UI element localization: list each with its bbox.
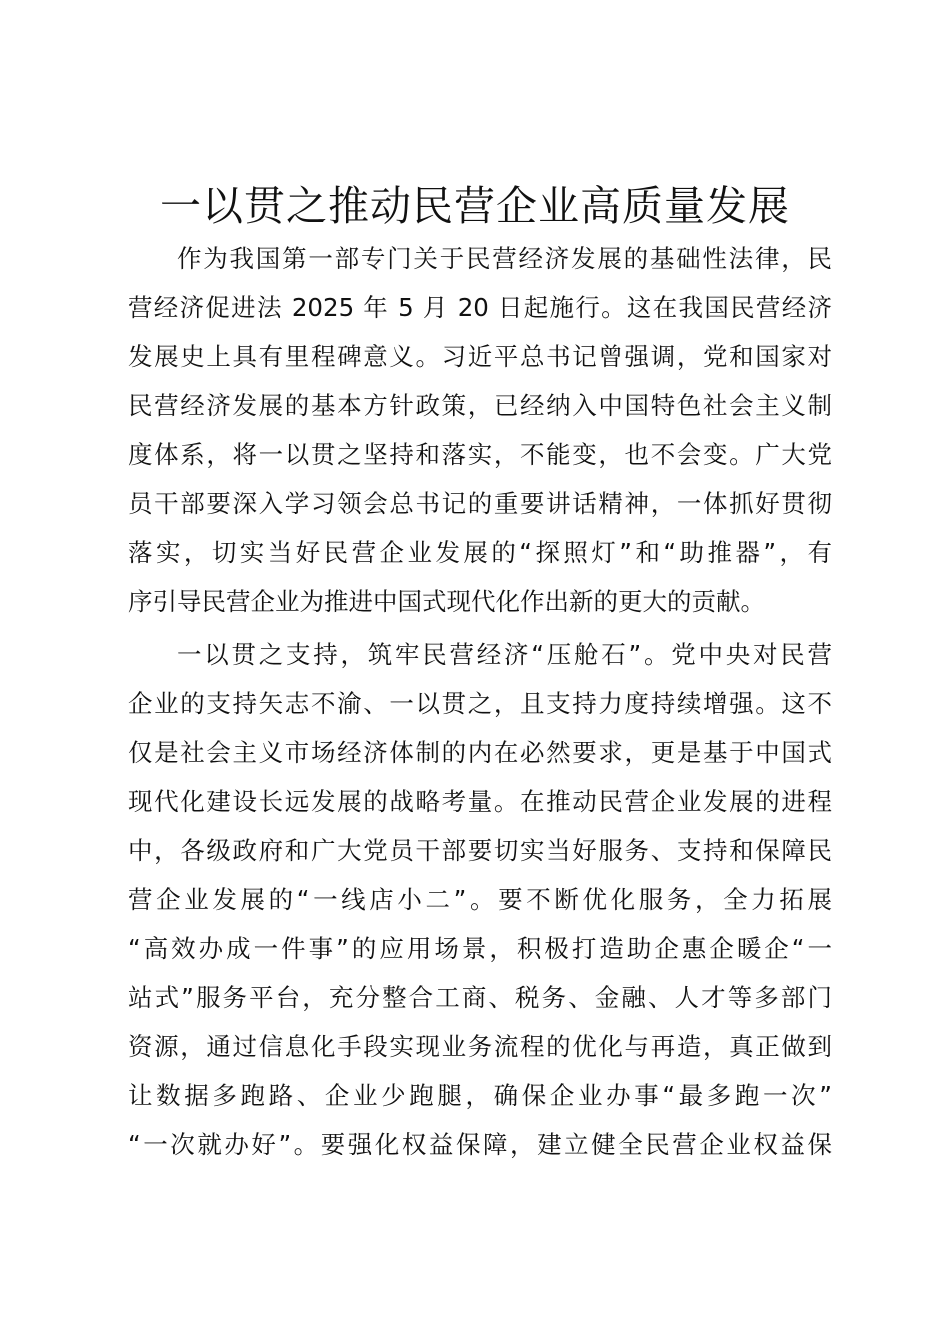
- paragraph-line: 作为我国第一部专门关于民营经济发展的基础性法律，民: [177, 244, 832, 273]
- paragraph-line: 企业的支持矢志不渝、一以贯之，且支持力度持续增强。这不: [128, 689, 832, 718]
- paragraph-line: “一次就办好”。要强化权益保障，建立健全民营企业权益保: [128, 1130, 832, 1159]
- paragraph-line: 营企业发展的“一线店小二”。要不断优化服务，全力拓展: [128, 885, 832, 914]
- paragraph-1: [128, 234, 832, 626]
- paragraph-line: “高效办成一件事”的应用场景，积极打造助企惠企暖企“一: [128, 934, 832, 963]
- paragraph-line: 资源，通过信息化手段实现业务流程的优化与再造，真正做到: [128, 1032, 832, 1061]
- paragraph-line: 一以贯之支持，筑牢民营经济“压舱石”。党中央对民营: [177, 640, 832, 669]
- paragraph-line: 营经济促进法 2025 年 5 月 20 日起施行。这在我国民营经济: [128, 293, 832, 322]
- document-title: 一以贯之推动民营企业高质量发展: [160, 182, 790, 230]
- paragraph-line: 让数据多跑路、企业少跑腿，确保企业办事“最多跑一次”: [128, 1081, 832, 1110]
- paragraph-line: 现代化建设长远发展的战略考量。在推动民营企业发展的进程: [128, 787, 832, 816]
- paragraph-line: 员干部要深入学习领会总书记的重要讲话精神，一体抓好贯彻: [128, 489, 832, 518]
- paragraph-line: 度体系，将一以贯之坚持和落实，不能变，也不会变。广大党: [128, 440, 832, 469]
- paragraph-2: [128, 630, 832, 1169]
- paragraph-line: 仅是社会主义市场经济体制的内在必然要求，更是基于中国式: [128, 738, 832, 767]
- paragraph-line: 发展史上具有里程碑意义。习近平总书记曾强调，党和国家对: [128, 342, 832, 371]
- paragraph-line: 民营经济发展的基本方针政策，已经纳入中国特色社会主义制: [128, 391, 832, 420]
- paragraph-line: 序引导民营企业为推进中国式现代化作出新的更大的贡献。: [128, 587, 765, 616]
- paragraph-line: 中，各级政府和广大党员干部要切实当好服务、支持和保障民: [128, 836, 832, 865]
- paragraph-line: 落实，切实当好民营企业发展的“探照灯”和“助推器”，有: [128, 538, 832, 567]
- paragraph-line: 站式”服务平台，充分整合工商、税务、金融、人才等多部门: [128, 983, 832, 1012]
